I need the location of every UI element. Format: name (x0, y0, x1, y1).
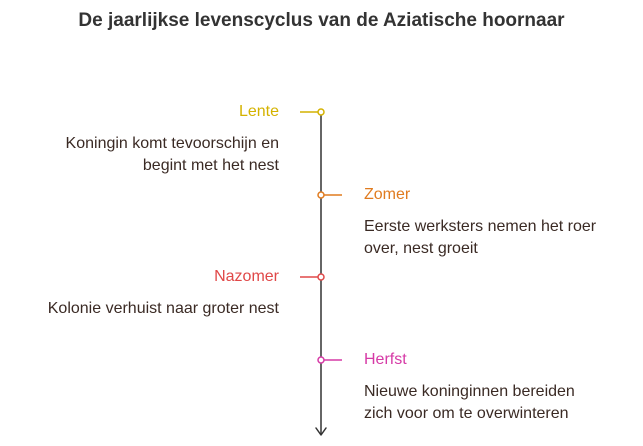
stage-description-lente (0, 133, 279, 177)
stage-label-zomer: Zomer (364, 186, 411, 203)
stage-label-lente: Lente (238, 103, 279, 120)
stage-marker-herfst (318, 357, 324, 363)
stage-marker-zomer (318, 192, 324, 198)
description-line: Kolonie verhuist naar groter nest (47, 300, 279, 317)
stage-description-nazomer (0, 298, 279, 320)
description-line: Koningin komt tevoorschijn en (65, 135, 279, 152)
stage-description-zomer (364, 216, 634, 260)
description-line: Eerste werksters nemen het roer (364, 218, 597, 235)
stage-label-nazomer: Nazomer (214, 268, 279, 285)
description-line: over, nest groeit (364, 240, 478, 257)
stage-description-herfst (364, 381, 634, 425)
stage-label-herfst: Herfst (364, 351, 407, 368)
description-line: begint met het nest (142, 157, 279, 174)
diagram-title: De jaarlijkse levenscyclus van de Aziatische hoornaar (78, 10, 565, 31)
description-line: zich voor om te overwinteren (364, 405, 569, 422)
stage-marker-nazomer (318, 274, 324, 280)
description-line: Nieuwe koninginnen bereiden (364, 383, 575, 400)
stage-marker-lente (318, 109, 324, 115)
